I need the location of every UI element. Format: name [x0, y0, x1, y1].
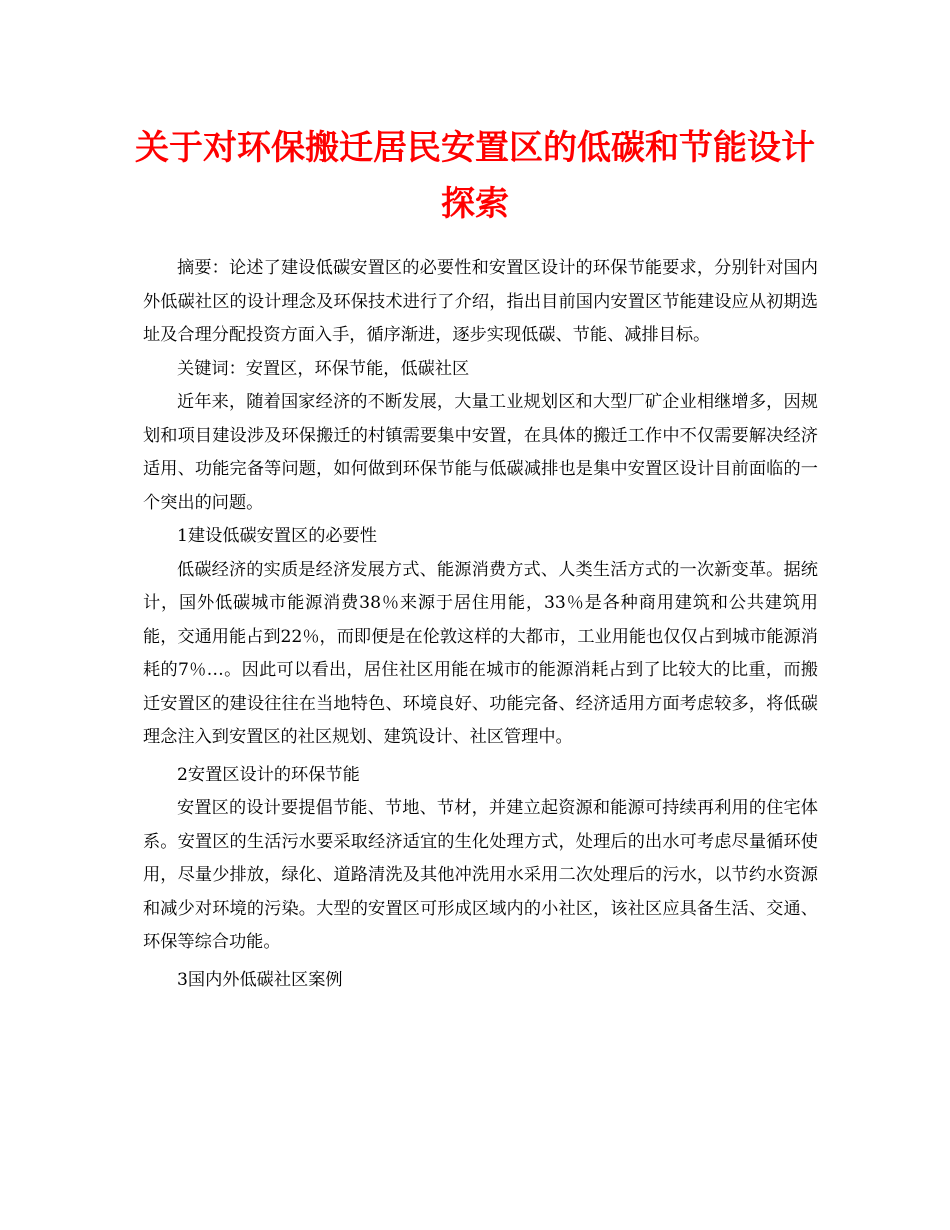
section-2-paragraph: 安置区的设计要提倡节能、节地、节材，并建立起资源和能源可持续再利用的住宅体系。安置区的生活污水要采取经济适宜的生化处理方式，处理后的出水可考虑尽量循环使用，尽量少排放，绿化、道路清洗及其他冲洗用水采用二次处理后的污水，以节约水资源和减少对环境的污染。大型的安置区可形成区域内的小社区，该社区应具备生活、交通、环保等综合功能。: [143, 798, 818, 952]
abstract-paragraph: 摘要：论述了建设低碳安置区的必要性和安置区设计的环保节能要求，分别针对国内外低碳社区的设计理念及环保技术进行了介绍，指出目前国内安置区节能建设应从初期选址及合理分配投资方面入手，循序渐进，逐步实现低碳、节能、减排目标。: [143, 258, 818, 345]
section-1-paragraph: 低碳经济的实质是经济发展方式、能源消费方式、人类生活方式的一次新变革。据统计，国外低碳城市能源消费38％来源于居住用能，33％是各种商用建筑和公共建筑用能，交通用能占到22％，而即便是在伦敦这样的大都市，工业用能也仅仅占到城市能源消耗的7％…。因此可以看出，居住社区用能在城市的能源消耗占到了比较大的比重，而搬迁安置区的建设往往在当地特色、环境良好、功能完备、经济适用方面考虑较多，将低碳理念注入到安置区的社区规划、建筑设计、社区管理中。: [143, 559, 818, 747]
keywords-paragraph: 关键词：安置区，环保节能，低碳社区: [177, 358, 470, 379]
section-heading-2: 2安置区设计的环保节能: [177, 764, 360, 785]
intro-paragraph: 近年来，随着国家经济的不断发展，大量工业规划区和大型厂矿企业相继增多，因规划和项目建设涉及环保搬迁的村镇需要集中安置，在具体的搬迁工作中不仅需要解决经济适用、功能完备等问题，如何做到环保节能与低碳减排也是集中安置区设计目前面临的一个突出的问题。: [143, 392, 818, 513]
document-body: [143, 252, 818, 997]
document-title: 关于对环保搬迁居民安置区的低碳和节能设计探索: [135, 128, 815, 224]
section-heading-1: 1建设低碳安置区的必要性: [177, 526, 377, 546]
section-heading-3: 3国内外低碳社区案例: [177, 969, 343, 990]
